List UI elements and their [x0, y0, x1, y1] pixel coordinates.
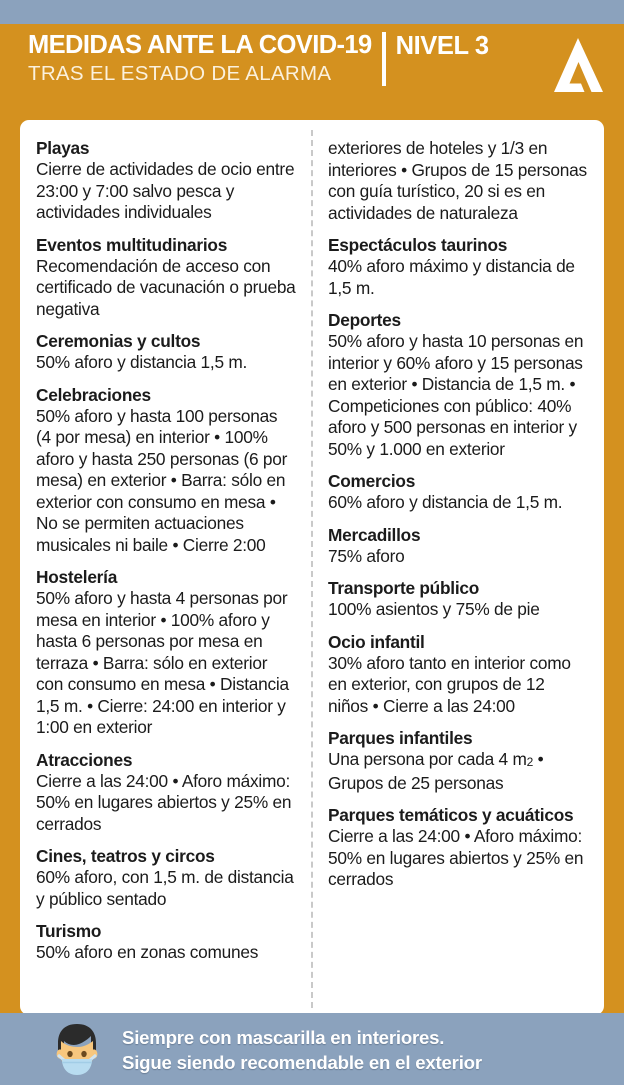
header	[28, 30, 608, 116]
measure-title: Mercadillos	[328, 524, 421, 545]
measure-body: 50% aforo y hasta 4 personas por mesa en interior • 100% aforo y hasta 6 personas por mesa en terraza • Barra: sólo en exterior con consumo en mesa • Distancia 1,5 m. • Cierre: 24:00 en interior y 1:00 en exterior	[36, 588, 289, 737]
measure-body: Cierre a las 24:00 • Aforo máximo: 50% en lugares abiertos y 25% en cerrados	[328, 826, 584, 889]
measure-body: 60% aforo y distancia de 1,5 m.	[328, 492, 563, 512]
face-with-medical-mask-icon	[46, 1019, 108, 1081]
measure-title: Ceremonias y cultos	[36, 331, 201, 351]
measure-title: Turismo	[36, 921, 102, 941]
measure-title: Atracciones	[36, 749, 133, 770]
measure-body	[328, 749, 588, 794]
measure-title: Transporte público	[328, 578, 480, 598]
left-column	[20, 120, 312, 1015]
measure-block-transporte-publico	[328, 578, 588, 621]
measure-title: Celebraciones	[36, 384, 151, 405]
measure-title: Parques infantiles	[328, 728, 473, 748]
measure-body: 75% aforo	[328, 545, 405, 566]
square-meter-superscript: 2	[526, 755, 534, 769]
column-divider	[311, 130, 313, 1008]
measure-title: Ocio infantil	[328, 631, 425, 652]
footer-line-2: Sigue siendo recomendable en el exterior	[122, 1052, 482, 1073]
measure-body: 50% aforo en zonas comunes	[36, 942, 259, 962]
measure-title: Parques temáticos y acuáticos	[328, 805, 574, 825]
measure-block-ceremonias-y-cultos	[36, 331, 296, 374]
measure-title: Comercios	[328, 471, 416, 491]
measure-body: Cierre a las 24:00 • Aforo máximo: 50% en lugares abiertos y 25% en cerrados	[36, 770, 292, 834]
alert-level-label: NIVEL 3	[395, 32, 489, 60]
measure-block-espectaculos-taurinos	[328, 235, 588, 299]
measure-block-eventos-multitudinarios	[36, 235, 296, 321]
measure-title: Playas	[36, 138, 90, 158]
measure-title: Hostelería	[36, 567, 118, 587]
measure-body: 30% aforo tanto en interior como en exterior, con grupos de 12 niños • Cierre a las 24:00	[328, 652, 571, 716]
measure-title: Espectáculos taurinos	[328, 235, 508, 255]
measure-block-deportes	[328, 310, 588, 460]
right-column	[312, 120, 604, 1015]
measure-body: Cierre de actividades de ocio entre 23:00 y 7:00 salvo pesca y actividades individuales	[36, 159, 295, 222]
measure-body: 50% aforo y hasta 100 personas (4 por mesa) en interior • 100% aforo y hasta 250 personas (6 por mesa) en exterior • Barra: sólo en exterior con consumo en mesa • No se permiten actuaciones musicales ni baile • Cierre 2:00	[36, 405, 288, 555]
measure-body: 60% aforo, con 1,5 m. de distancia y público sentado	[36, 867, 294, 909]
measure-block-parques-tematicos-y-acuaticos	[328, 805, 588, 891]
header-title-group	[28, 30, 372, 87]
measure-block-atracciones	[36, 750, 296, 836]
measure-block-parques-infantiles	[328, 728, 588, 794]
measure-block-comercios	[328, 471, 588, 514]
measure-block-turismo	[36, 921, 296, 964]
measure-block-mercadillos	[328, 525, 588, 568]
footer	[0, 1013, 624, 1085]
measure-body: 50% aforo y distancia 1,5 m.	[36, 352, 248, 372]
andalucia-a-logo-icon	[550, 36, 606, 94]
measure-block-hosteleria	[36, 567, 296, 739]
footer-content	[46, 1019, 482, 1081]
measure-body-continuation: exteriores de hoteles y 1/3 en interiores • Grupos de 15 personas con guía turístico, 20 si es en actividades de naturaleza	[328, 138, 587, 223]
footer-line-1: Siempre con mascarilla en interiores.	[122, 1027, 445, 1048]
measure-block-playas	[36, 138, 296, 224]
measure-body: Recomendación de acceso con certificado de vacunación o prueba negativa	[36, 255, 296, 319]
measure-body-post: • Grupos de 25 personas	[328, 749, 544, 793]
header-divider	[382, 32, 386, 86]
measure-body: 50% aforo y hasta 10 personas en interior y 60% aforo y 15 personas en exterior • Distancia de 1,5 m. • Competiciones con público: 40% aforo y 500 personas en interior y 50% y 1.000 en exterior	[328, 331, 584, 459]
measure-block-celebraciones	[36, 385, 296, 557]
top-color-band	[0, 0, 624, 24]
measure-title: Cines, teatros y circos	[36, 846, 215, 866]
measure-block-cines-teatros-y-circos	[36, 846, 296, 910]
measure-body: 40% aforo máximo y distancia de 1,5 m.	[328, 256, 575, 298]
page-title: MEDIDAS ANTE LA COVID-19	[28, 31, 372, 59]
measure-title: Eventos multitudinarios	[36, 234, 228, 255]
measure-block-ocio-infantil	[328, 632, 588, 718]
header-titles	[28, 30, 489, 87]
page-subtitle: TRAS EL ESTADO DE ALARMA	[28, 62, 332, 85]
footer-message	[122, 1025, 482, 1075]
measure-title: Deportes	[328, 310, 401, 330]
measure-body-pre: Una persona por cada 4 m	[328, 749, 527, 769]
measures-card	[20, 120, 604, 1015]
measure-body: 100% asientos y 75% de pie	[328, 599, 540, 619]
measures-columns	[20, 120, 604, 1015]
